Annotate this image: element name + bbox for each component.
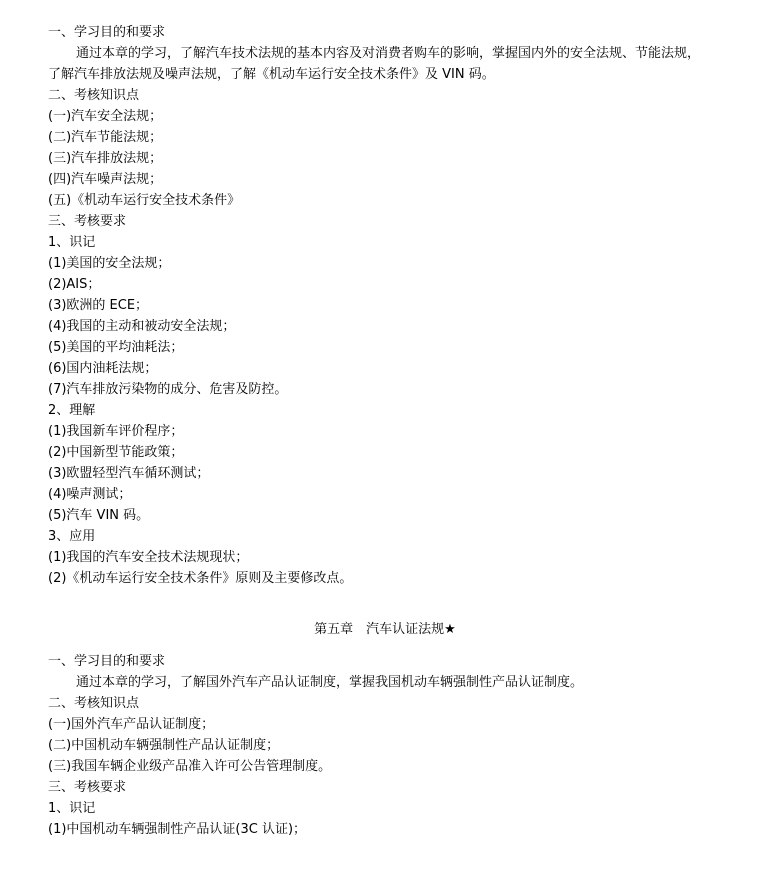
list-item: (三)汽车排放法规； <box>48 151 163 166</box>
subheading-recall: 1、识记 <box>48 235 96 250</box>
intro-paragraph-line-1: 通过本章的学习，了解汽车技术法规的基本内容及对消费者购车的影响，掌握国内外的安全法规、节能法规， <box>76 46 701 61</box>
list-item: (2)中国新型节能政策； <box>48 445 184 460</box>
list-item: (二)中国机动车辆强制性产品认证制度； <box>48 738 280 753</box>
section-heading-knowledge-points: 二、考核知识点 <box>48 88 140 103</box>
list-item: (1)我国新车评价程序； <box>48 424 184 439</box>
list-item: (6)国内油耗法规； <box>48 361 158 376</box>
intro-paragraph: 通过本章的学习，了解国外汽车产品认证制度，掌握我国机动车辆强制性产品认证制度。 <box>76 675 584 690</box>
list-item: (一)国外汽车产品认证制度； <box>48 717 215 732</box>
list-item: (五)《机动车运行安全技术条件》 <box>48 193 241 208</box>
list-item: (1)中国机动车辆强制性产品认证(3C 认证)； <box>48 822 307 837</box>
list-item: (4)噪声测试； <box>48 487 132 502</box>
section-heading-objectives: 一、学习目的和要求 <box>48 654 166 669</box>
list-item: (4)我国的主动和被动安全法规； <box>48 319 236 334</box>
intro-paragraph-line-2: 了解汽车排放法规及噪声法规，了解《机动车运行安全技术条件》及 VIN 码。 <box>48 67 495 82</box>
list-item: (一)汽车安全法规； <box>48 109 163 124</box>
list-item: (3)欧盟轻型汽车循环测试； <box>48 466 210 481</box>
subheading-understand: 2、理解 <box>48 403 96 418</box>
subheading-recall: 1、识记 <box>48 801 96 816</box>
chapter-title: 第五章 汽车认证法规★ <box>314 622 456 637</box>
section-heading-knowledge-points: 二、考核知识点 <box>48 696 140 711</box>
list-item: (5)美国的平均油耗法； <box>48 340 184 355</box>
section-heading-requirements: 三、考核要求 <box>48 214 127 229</box>
list-item: (2)《机动车运行安全技术条件》原则及主要修改点。 <box>48 571 353 586</box>
list-item: (5)汽车 VIN 码。 <box>48 508 150 523</box>
list-item: (四)汽车噪声法规； <box>48 172 163 187</box>
list-item: (1)我国的汽车安全技术法规现状； <box>48 550 249 565</box>
list-item: (3)欧洲的 ECE； <box>48 298 149 313</box>
section-heading-requirements: 三、考核要求 <box>48 780 127 795</box>
list-item: (7)汽车排放污染物的成分、危害及防控。 <box>48 382 288 397</box>
list-item: (2)AIS； <box>48 277 101 292</box>
list-item: (二)汽车节能法规； <box>48 130 163 145</box>
subheading-apply: 3、应用 <box>48 529 96 544</box>
section-heading-objectives: 一、学习目的和要求 <box>48 25 166 40</box>
list-item: (三)我国车辆企业级产品准入许可公告管理制度。 <box>48 759 332 774</box>
list-item: (1)美国的安全法规； <box>48 256 171 271</box>
